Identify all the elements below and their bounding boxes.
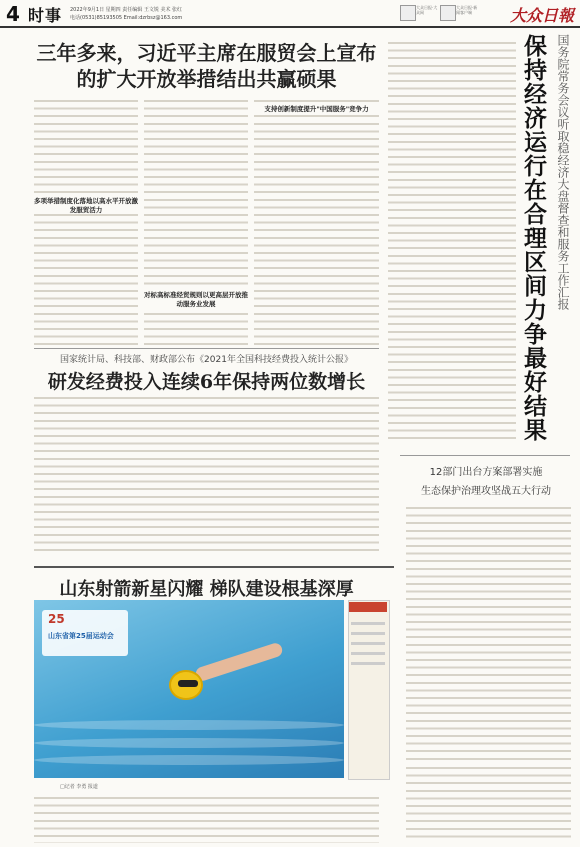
games-logo-number: 25 xyxy=(48,612,65,626)
article-column xyxy=(254,98,379,348)
article-column xyxy=(34,795,379,843)
lead-headline[interactable]: 三年多来，习近平主席在服贸会上宣布的扩大开放举措结出共赢硕果 xyxy=(36,41,377,91)
medal-table xyxy=(348,600,390,780)
state-council-headline[interactable]: 保持经济运行在合理区间力争最好结果 xyxy=(520,34,547,442)
qr-code-icon[interactable] xyxy=(440,5,456,21)
page-number: 4 xyxy=(6,2,20,26)
demands-title[interactable]: 12部门出台方案部署实施 xyxy=(429,467,543,478)
qr-code-icon[interactable] xyxy=(400,5,416,21)
photo-caption: □记者 李勇 报道 xyxy=(60,784,98,790)
article-column xyxy=(406,505,571,760)
divider xyxy=(34,348,379,349)
subhead: 对标高标准经贸规则以更高层开放推动服务业发展 xyxy=(144,291,248,308)
demands-subtitle: 生态保护治理攻坚战五大行动 xyxy=(421,486,551,497)
article-column xyxy=(406,765,571,840)
masthead xyxy=(0,0,580,28)
contact-line: 电话(0531)85193505 Email:dzrbsz@163.com xyxy=(70,15,183,21)
article-column xyxy=(144,98,248,348)
rd-headline[interactable]: 研发经费投入连续6年保持两位数增长 xyxy=(47,371,366,393)
logo-caption: 大众日报·大众网 xyxy=(416,5,438,15)
medal-row xyxy=(351,652,385,655)
rd-caption: 国家统计局、科技部、财政部公布《2021年全国科技经费投入统计公报》 xyxy=(60,355,353,365)
article-column xyxy=(34,98,138,348)
date-line: 2022年9月1日 星期四 责任编辑 王文锐 美术 张红 xyxy=(70,7,183,13)
section-name: 时事 xyxy=(28,6,63,25)
games-logo-title: 山东省第25届运动会 xyxy=(48,632,114,640)
divider xyxy=(400,455,570,456)
shandong-headline[interactable]: 山东射箭新星闪耀 梯队建设根基深厚 xyxy=(59,579,354,600)
medal-row xyxy=(351,662,385,665)
paper-name: 大众日報 xyxy=(509,6,574,25)
logo-caption: 大众日报·新闻客户端 xyxy=(456,5,478,15)
state-council-subtitle: 国务院常务会议听取稳经济大盘督查和服务工作汇报 xyxy=(556,34,570,310)
subhead: 支持创新制度提升"中国服务"竞争力 xyxy=(254,104,379,113)
medal-row xyxy=(351,642,385,645)
divider xyxy=(34,566,394,568)
medal-row xyxy=(351,622,385,625)
medal-table-header xyxy=(349,602,387,612)
article-column xyxy=(388,40,516,440)
medal-row xyxy=(351,632,385,635)
article-column xyxy=(34,395,379,555)
subhead: 多项举措制度化落地以高水平开放激发服贸活力 xyxy=(34,197,138,214)
